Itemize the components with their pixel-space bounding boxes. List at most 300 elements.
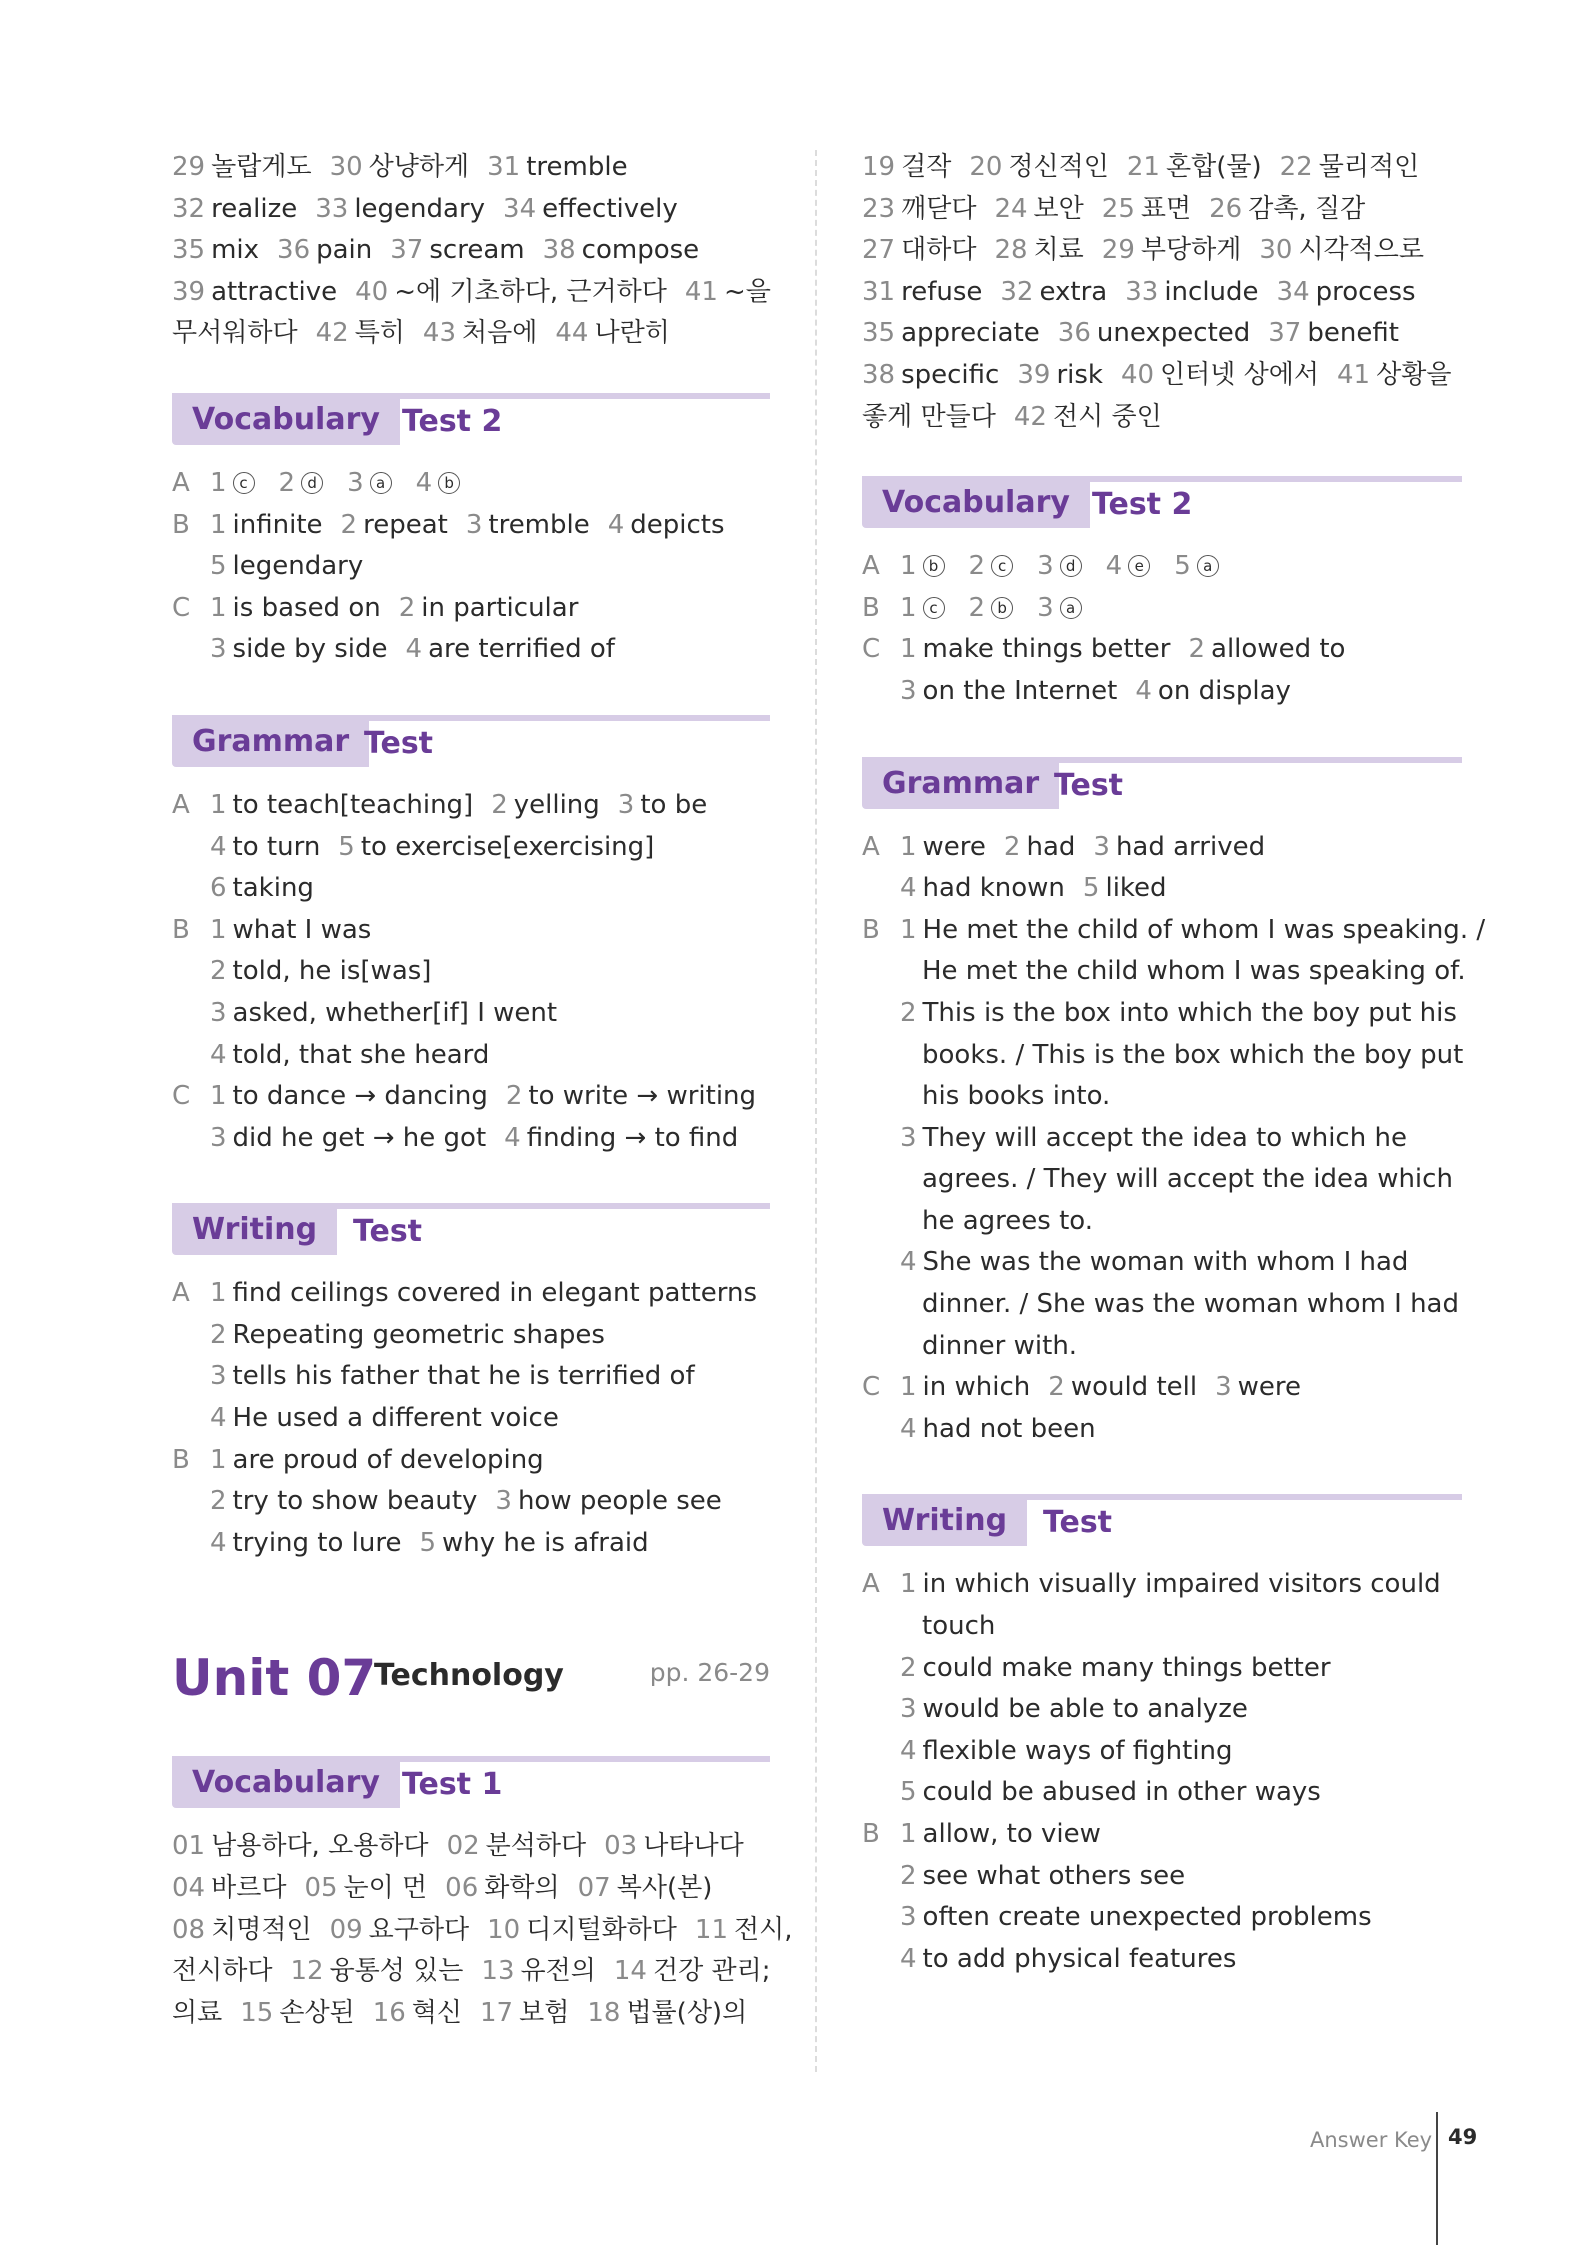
item-number: 01	[172, 1831, 206, 1862]
answer-item	[1037, 588, 1082, 630]
item-text: he agrees to.	[922, 1205, 1094, 1236]
item-number: 3	[210, 997, 227, 1028]
answer-item	[447, 1826, 587, 1868]
item-text: told, he is[was]	[232, 956, 432, 987]
item-text: She was the woman with whom I had	[922, 1247, 1409, 1278]
item-number: 2	[1048, 1372, 1065, 1403]
item-number: 2	[968, 551, 986, 582]
item-number: 41	[1337, 359, 1371, 390]
answer-item	[506, 1076, 756, 1118]
item-number: 3	[210, 1122, 227, 1153]
item-text: touch	[922, 1611, 996, 1642]
section-letter: A	[862, 831, 880, 862]
answer-item	[330, 1910, 470, 1952]
answer-item	[210, 1118, 486, 1160]
item-text: specific	[901, 359, 1000, 390]
item-text: unexpected	[1096, 318, 1251, 349]
answer-item	[210, 1440, 544, 1482]
item-number: 31	[487, 152, 521, 182]
item-number: 3	[1093, 831, 1110, 862]
item-text: are proud of developing	[232, 1444, 544, 1475]
answer-item	[1215, 1367, 1301, 1409]
item-text: 융통성 있는	[329, 1956, 464, 1987]
answer-item	[862, 230, 976, 272]
answer-line	[862, 588, 1462, 630]
item-text: He met the child of whom I was speaking. /	[922, 914, 1486, 945]
item-text: He met the child whom I was speaking of.	[922, 956, 1466, 987]
item-text: 보안	[1033, 193, 1084, 224]
item-number: 25	[1101, 193, 1135, 224]
item-text: is based on	[232, 592, 381, 623]
item-number: 21	[1126, 152, 1160, 182]
answer-item	[1037, 546, 1082, 588]
item-text: on display	[1157, 675, 1291, 706]
item-number: 6	[210, 873, 227, 904]
item-number: 3	[900, 1122, 917, 1153]
section-letter: A	[862, 1569, 880, 1600]
answer-line	[172, 189, 770, 231]
circled-choice: d	[1060, 555, 1082, 577]
item-number: 1	[900, 1372, 917, 1403]
answer-line	[862, 868, 1462, 910]
answer-item	[390, 230, 524, 272]
answer-line	[172, 785, 770, 827]
item-text: finding → to find	[526, 1122, 739, 1153]
answer-item	[1093, 827, 1265, 869]
answer-item	[423, 313, 537, 355]
item-text: did he get → he got	[232, 1122, 487, 1153]
item-text: pain	[316, 235, 373, 266]
writing-test-header	[172, 1203, 770, 1255]
item-text: 바르다	[211, 1873, 287, 1904]
item-number: 1	[210, 1444, 227, 1475]
answer-line	[172, 313, 770, 355]
item-number: 1	[210, 592, 227, 623]
answer-item	[172, 189, 297, 231]
item-text: in which	[922, 1372, 1031, 1403]
item-number: 4	[900, 1413, 917, 1444]
section-label: Vocabulary	[172, 1756, 400, 1808]
item-text: see what others see	[922, 1860, 1186, 1891]
item-number: 5	[900, 1777, 917, 1808]
item-number: 2	[210, 1319, 227, 1350]
answer-item	[604, 1826, 744, 1868]
item-text: infinite	[232, 509, 323, 540]
answer-item	[900, 629, 1170, 671]
circled-choice: b	[923, 555, 945, 577]
section-letter: B	[862, 914, 880, 945]
item-text: books. / This is the box which the boy put	[922, 1039, 1464, 1070]
answer-item	[347, 463, 392, 505]
answer-line	[172, 1273, 770, 1315]
answer-item	[210, 1273, 757, 1315]
item-number: 37	[390, 235, 424, 266]
item-number: 3	[465, 509, 483, 540]
item-number: 35	[862, 318, 896, 349]
item-number: 2	[505, 1081, 523, 1112]
item-number: 09	[329, 1914, 363, 1945]
answer-item	[172, 1826, 429, 1868]
item-text: would tell	[1070, 1372, 1198, 1403]
item-number: 3	[210, 634, 227, 665]
answer-line	[862, 671, 1462, 713]
section-letter: C	[862, 1372, 881, 1403]
item-text: tells his father that he is terrified of	[232, 1361, 695, 1392]
answer-line	[862, 1201, 1462, 1243]
answer-item	[1174, 546, 1219, 588]
section-letter: A	[172, 467, 190, 498]
item-number: 1	[900, 634, 917, 665]
item-text: find ceilings covered in elegant patterns	[232, 1278, 758, 1309]
item-number: 02	[446, 1831, 480, 1862]
answer-item	[172, 272, 337, 314]
circled-choice: c	[991, 555, 1013, 577]
item-number: 11	[694, 1914, 729, 1945]
answer-line	[862, 1772, 1462, 1814]
answer-line	[862, 1242, 1462, 1284]
answer-line	[172, 1076, 770, 1118]
item-number: 14	[613, 1956, 647, 1987]
answer-item	[1337, 355, 1451, 397]
answer-line	[172, 1826, 770, 1868]
section-test: Test	[1054, 767, 1124, 803]
item-text: 치명적인	[211, 1914, 312, 1945]
answer-item	[210, 993, 557, 1035]
circled-choice: e	[1128, 555, 1150, 577]
item-number: 28	[994, 235, 1028, 266]
vocabulary-test-2-header	[862, 476, 1462, 528]
answer-item	[862, 272, 982, 314]
item-text: would be able to analyze	[922, 1694, 1248, 1725]
item-text: 특히	[354, 318, 405, 349]
spacer	[862, 1450, 1462, 1494]
answer-item	[172, 1910, 312, 1952]
item-text: in which visually impaired visitors could	[922, 1569, 1441, 1600]
item-text: 남용하다, 오용하다	[211, 1831, 429, 1862]
spacer	[862, 713, 1462, 757]
item-text: had not been	[922, 1413, 1096, 1444]
unit-heading	[172, 1646, 770, 1716]
item-text: to exercise[exercising]	[360, 831, 655, 862]
answer-item	[210, 1398, 559, 1440]
answer-item	[210, 629, 388, 671]
answer-line	[862, 272, 1462, 314]
item-text: side by side	[232, 634, 388, 665]
answer-item	[279, 463, 324, 505]
item-number: 4	[1135, 675, 1152, 706]
answer-item	[969, 546, 1014, 588]
item-text: 놀랍게도	[211, 152, 312, 182]
answer-item	[900, 546, 945, 588]
vocabulary-test-1-header	[172, 1756, 770, 1808]
answer-item	[355, 272, 667, 314]
item-text: 전시,	[734, 1914, 793, 1945]
item-text: Repeating geometric shapes	[232, 1319, 605, 1350]
item-text: 상황을	[1376, 359, 1452, 390]
answer-item	[210, 785, 473, 827]
answer-item	[277, 230, 372, 272]
item-number: 31	[862, 276, 896, 307]
section-label: Grammar	[862, 757, 1059, 809]
item-text: taking	[232, 873, 314, 904]
item-text: 화학의	[484, 1873, 560, 1904]
item-text: make things better	[922, 634, 1171, 665]
answer-line	[862, 1897, 1462, 1939]
answer-item	[1048, 1367, 1197, 1409]
answer-line	[862, 147, 1462, 189]
item-text: 부당하게	[1140, 235, 1242, 266]
item-number: 03	[604, 1831, 638, 1862]
section-test: Test 2	[402, 403, 503, 439]
item-number: 34	[1276, 276, 1310, 307]
item-text: include	[1164, 276, 1259, 307]
item-number: 4	[415, 467, 433, 498]
answer-line	[862, 1367, 1462, 1409]
item-text: 처음에	[462, 318, 538, 349]
item-text: 유전의	[520, 1956, 596, 1987]
answer-line	[172, 1118, 770, 1160]
answer-line	[172, 1523, 770, 1565]
answer-item	[900, 1367, 1030, 1409]
answer-item	[695, 1910, 793, 1952]
answer-line	[172, 1868, 770, 1910]
item-text: 손상된	[279, 1997, 355, 2028]
item-number: 35	[172, 235, 206, 266]
answer-item	[210, 951, 431, 993]
unit-pages: pp. 26-29	[649, 1658, 770, 1688]
item-text: allowed to	[1211, 634, 1346, 665]
answer-item	[316, 313, 405, 355]
item-text: asked, whether[if] I went	[232, 997, 558, 1028]
answer-item	[504, 1118, 738, 1160]
item-text: to dance → dancing	[232, 1081, 488, 1112]
item-text: to turn	[232, 831, 321, 862]
item-text: why he is afraid	[442, 1527, 649, 1558]
item-text: ~을	[723, 276, 771, 307]
answer-line	[862, 1814, 1462, 1856]
answer-item	[862, 147, 951, 189]
left-column	[172, 147, 793, 2034]
section-letter: B	[172, 509, 190, 540]
item-text: 요구하다	[368, 1914, 470, 1945]
answer-line	[862, 1409, 1462, 1451]
answer-item	[1209, 189, 1365, 231]
item-text: 대하다	[901, 235, 977, 266]
answer-item	[466, 505, 590, 547]
answer-item	[210, 827, 320, 869]
answer-item	[210, 868, 314, 910]
item-number: 5	[1174, 551, 1191, 582]
writing-test-header	[862, 1494, 1462, 1546]
answer-item	[416, 463, 461, 505]
answer-item	[1127, 147, 1262, 189]
item-text: effectively	[542, 193, 678, 224]
spacer	[172, 671, 770, 715]
item-number: 42	[315, 318, 349, 349]
item-number: 37	[1268, 318, 1302, 349]
answer-item	[862, 189, 976, 231]
item-text: allow, to view	[922, 1819, 1101, 1849]
item-number: 26	[1209, 193, 1243, 224]
item-text: refuse	[901, 276, 983, 307]
section-test: Test 1	[402, 1767, 503, 1803]
answer-item	[1102, 189, 1191, 231]
answer-item	[210, 546, 363, 588]
item-number: 2	[968, 592, 986, 623]
item-text: benefit	[1307, 318, 1399, 349]
answer-item	[862, 355, 999, 397]
item-number: 19	[862, 152, 896, 182]
answer-item	[210, 1315, 605, 1357]
answer-line	[862, 1856, 1462, 1898]
item-number: 2	[210, 956, 227, 987]
answer-item	[900, 671, 1117, 713]
item-number: 2	[340, 509, 358, 540]
answer-line	[862, 1731, 1462, 1773]
answer-line	[862, 910, 1486, 952]
item-text: trying to lure	[232, 1527, 402, 1558]
answer-line	[862, 951, 1466, 993]
item-number: 1	[210, 1278, 227, 1309]
answer-item	[862, 313, 1040, 355]
item-number: 3	[1215, 1372, 1232, 1403]
item-text: mix	[211, 235, 260, 266]
circled-choice: c	[233, 472, 255, 494]
item-number: 33	[315, 193, 349, 224]
item-number: 4	[210, 1403, 227, 1434]
answer-line	[862, 355, 1462, 397]
item-text: process	[1315, 276, 1416, 307]
answer-item	[210, 910, 371, 952]
answer-item	[290, 1951, 463, 1993]
answer-item	[900, 868, 1065, 910]
item-number: 3	[495, 1486, 512, 1517]
item-number: 1	[210, 467, 227, 498]
item-text: dinner with.	[922, 1330, 1078, 1361]
section-test: Test	[353, 1214, 423, 1250]
answer-item	[1280, 147, 1420, 189]
item-text: This is the box into which the boy put his	[922, 997, 1457, 1028]
item-number: 06	[445, 1873, 479, 1904]
answer-item	[969, 147, 1109, 189]
answer-line	[172, 827, 770, 869]
answer-line	[862, 546, 1462, 588]
answer-item	[900, 588, 945, 630]
spacer	[172, 355, 770, 393]
item-text: what I was	[232, 914, 372, 945]
answer-line	[862, 1648, 1462, 1690]
answer-item	[481, 1951, 595, 1993]
answer-line	[172, 993, 770, 1035]
answer-item	[969, 588, 1014, 630]
item-number: 5	[338, 831, 355, 862]
item-number: 12	[290, 1956, 324, 1987]
item-text: compose	[581, 235, 700, 266]
item-text: agrees. / They will accept the idea which	[922, 1164, 1453, 1195]
section-letter: B	[862, 592, 880, 623]
footer-rule	[1436, 2112, 1438, 2245]
answer-item	[172, 1951, 272, 1993]
answer-item	[1004, 827, 1075, 869]
answer-item	[172, 230, 259, 272]
item-text: his books into.	[922, 1081, 1111, 1112]
item-text: are terrified of	[428, 634, 615, 665]
item-number: 4	[900, 1735, 917, 1766]
item-text: legendary	[354, 193, 486, 224]
answer-line	[172, 546, 770, 588]
item-text: could be abused in other ways	[922, 1777, 1321, 1808]
circled-choice: d	[301, 472, 323, 494]
item-number: 2	[210, 1486, 227, 1517]
item-text: scream	[429, 235, 525, 266]
item-text: 정신적인	[1008, 152, 1109, 182]
item-number: 33	[1125, 276, 1159, 307]
answer-line	[172, 588, 770, 630]
answer-item	[1102, 230, 1242, 272]
item-text: 건강 관리;	[652, 1956, 771, 1987]
answer-line	[862, 313, 1462, 355]
answer-item	[1277, 272, 1416, 314]
circled-choice: b	[991, 597, 1013, 619]
item-number: 2	[1003, 831, 1021, 862]
item-text: 의료	[172, 1997, 223, 2028]
item-text: 혼합(물)	[1165, 152, 1262, 182]
item-text: had	[1026, 831, 1076, 862]
answer-line	[862, 189, 1462, 231]
answer-item	[1121, 355, 1319, 397]
item-text: 나란히	[594, 318, 670, 349]
item-text: 좋게 만들다	[862, 401, 996, 432]
item-number: 1	[900, 551, 917, 582]
item-number: 24	[994, 193, 1028, 224]
answer-item	[578, 1868, 713, 1910]
item-number: 1	[900, 1569, 917, 1600]
item-text: 표면	[1140, 193, 1192, 224]
answer-item	[172, 313, 298, 355]
item-text: were	[1237, 1372, 1302, 1403]
item-number: 15	[240, 1997, 274, 2028]
section-label: Vocabulary	[172, 393, 400, 445]
answer-line	[862, 1035, 1462, 1077]
item-text: could make many things better	[922, 1652, 1331, 1683]
answer-line	[172, 629, 770, 671]
answer-line	[862, 1939, 1462, 1981]
section-letter: B	[172, 1444, 190, 1475]
answer-item	[900, 1409, 1096, 1451]
answer-item	[608, 505, 725, 547]
column-divider	[815, 150, 817, 2072]
item-number: 1	[210, 509, 227, 540]
item-number: 34	[503, 193, 537, 224]
answer-item	[862, 397, 996, 439]
item-number: 22	[1279, 152, 1313, 182]
item-text: 깨닫다	[901, 193, 977, 224]
item-text: They will accept the idea to which he	[922, 1122, 1407, 1153]
item-number: 41	[684, 276, 718, 307]
item-number: 36	[1057, 318, 1091, 349]
answer-item	[543, 230, 700, 272]
item-number: 1	[900, 914, 917, 945]
item-number: 27	[862, 235, 896, 266]
answer-item	[210, 1076, 488, 1118]
item-text: dinner. / She was the woman whom I had	[922, 1289, 1459, 1320]
item-text: attractive	[211, 276, 338, 307]
section-letter: C	[172, 592, 191, 623]
item-number: 42	[1013, 401, 1047, 432]
answer-item	[491, 785, 600, 827]
answer-item	[419, 1523, 648, 1565]
answer-line	[172, 1993, 770, 2035]
